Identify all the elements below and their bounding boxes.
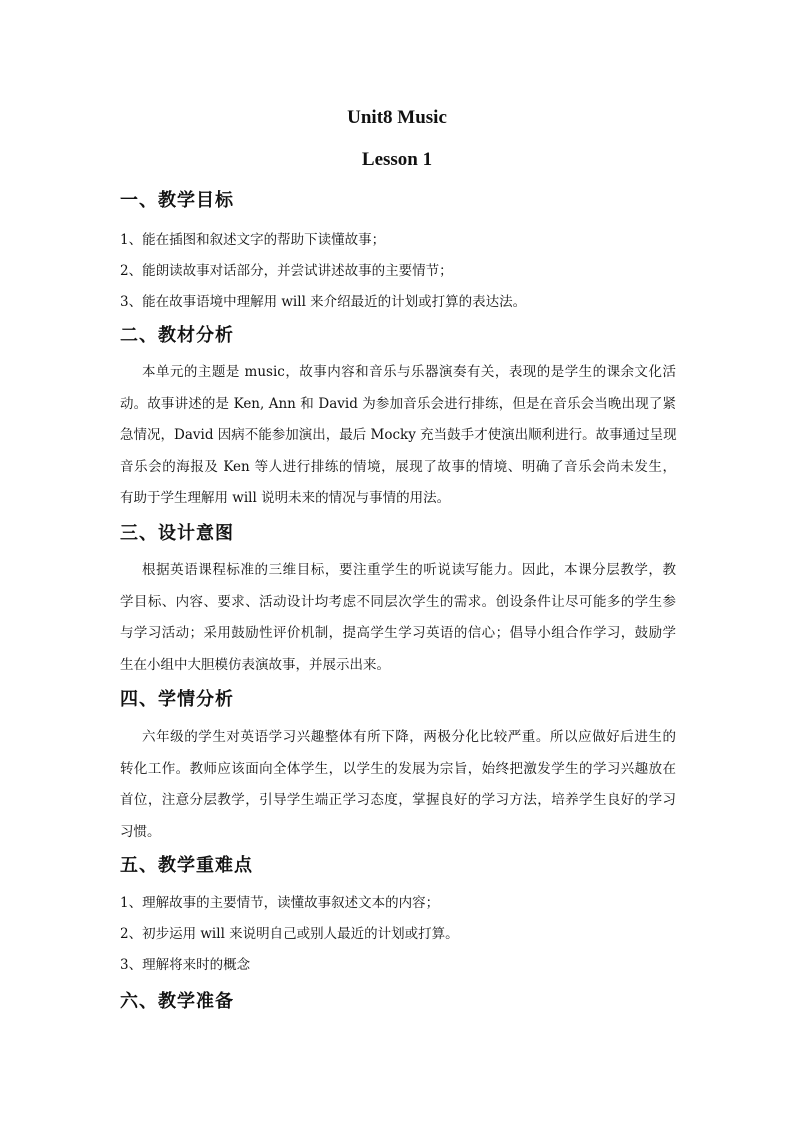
- paragraph-line: 有助于学生理解用 will 说明未来的情况与事情的用法。: [120, 490, 451, 506]
- keypoint-item-3: 3、理解将来时的概念: [120, 957, 251, 973]
- heading-key-points: 五、教学重难点: [120, 855, 253, 876]
- design-intent-paragraph: [120, 560, 676, 686]
- paragraph-line: 急情况，David 因病不能参加演出，最后 Mocky 充当鼓手才使演出顺利进行。故事通过呈现: [120, 427, 677, 443]
- lesson-subtitle: Lesson 1: [361, 149, 433, 170]
- paragraph-line: 本单元的主题是 music，故事内容和音乐与乐器演奏有关，表现的是学生的课余文化活: [142, 364, 676, 380]
- keypoint-item-2: 2、初步运用 will 来说明自己或别人最近的计划或打算。: [120, 926, 459, 942]
- document-title: Unit8 Music: [347, 107, 447, 128]
- heading-teaching-preparation: 六、教学准备: [120, 991, 234, 1012]
- student-analysis-paragraph: [120, 727, 676, 853]
- paragraph-line: 音乐会的海报及 Ken 等人进行排练的情境，展现了故事的情境、明确了音乐会尚未发生，: [120, 458, 676, 475]
- goal-item-3: 3、能在故事语境中理解用 will 来介绍最近的计划或打算的表达法。: [120, 294, 527, 310]
- heading-material-analysis: 二、教材分析: [120, 325, 234, 346]
- paragraph-line: 习惯。: [120, 823, 161, 840]
- heading-teaching-goals: 一、教学目标: [120, 190, 234, 211]
- paragraph-line: 生在小组中大胆模仿表演故事，并展示出来。: [120, 656, 390, 673]
- paragraph-line: 六年级的学生对英语学习兴趣整体有所下降，两极分化比较严重。所以应做好后进生的: [142, 729, 676, 745]
- goal-item-1: 1、能在插图和叙述文字的帮助下读懂故事；: [120, 232, 386, 248]
- heading-design-intent: 三、设计意图: [120, 523, 234, 544]
- paragraph-line: 首位，注意分层教学，引导学生端正学习态度，掌握良好的学习方法，培养学生良好的学习: [120, 792, 676, 808]
- paragraph-line: 转化工作。教师应该面向全体学生，以学生的发展为宗旨，始终把激发学生的学习兴趣放在: [120, 760, 676, 777]
- paragraph-line: 动。故事讲述的是 Ken, Ann 和 David 为参加音乐会进行排练，但是在音乐会当晚出现了紧: [120, 395, 676, 412]
- keypoint-item-1: 1、理解故事的主要情节，读懂故事叙述文本的内容；: [120, 895, 440, 911]
- goal-item-2: 2、能朗读故事对话部分，并尝试讲述故事的主要情节；: [120, 263, 453, 279]
- material-analysis-paragraph: [120, 362, 676, 520]
- paragraph-line: 与学习活动；采用鼓励性评价机制，提高学生学习英语的信心；倡导小组合作学习，鼓励学: [120, 625, 676, 641]
- paragraph-line: 根据英语课程标准的三维目标，要注重学生的听说读写能力。因此，本课分层教学，教: [142, 562, 676, 578]
- paragraph-line: 学目标、内容、要求、活动设计均考虑不同层次学生的需求。创设条件让尽可能多的学生参: [120, 593, 676, 610]
- heading-student-analysis: 四、学情分析: [120, 689, 234, 710]
